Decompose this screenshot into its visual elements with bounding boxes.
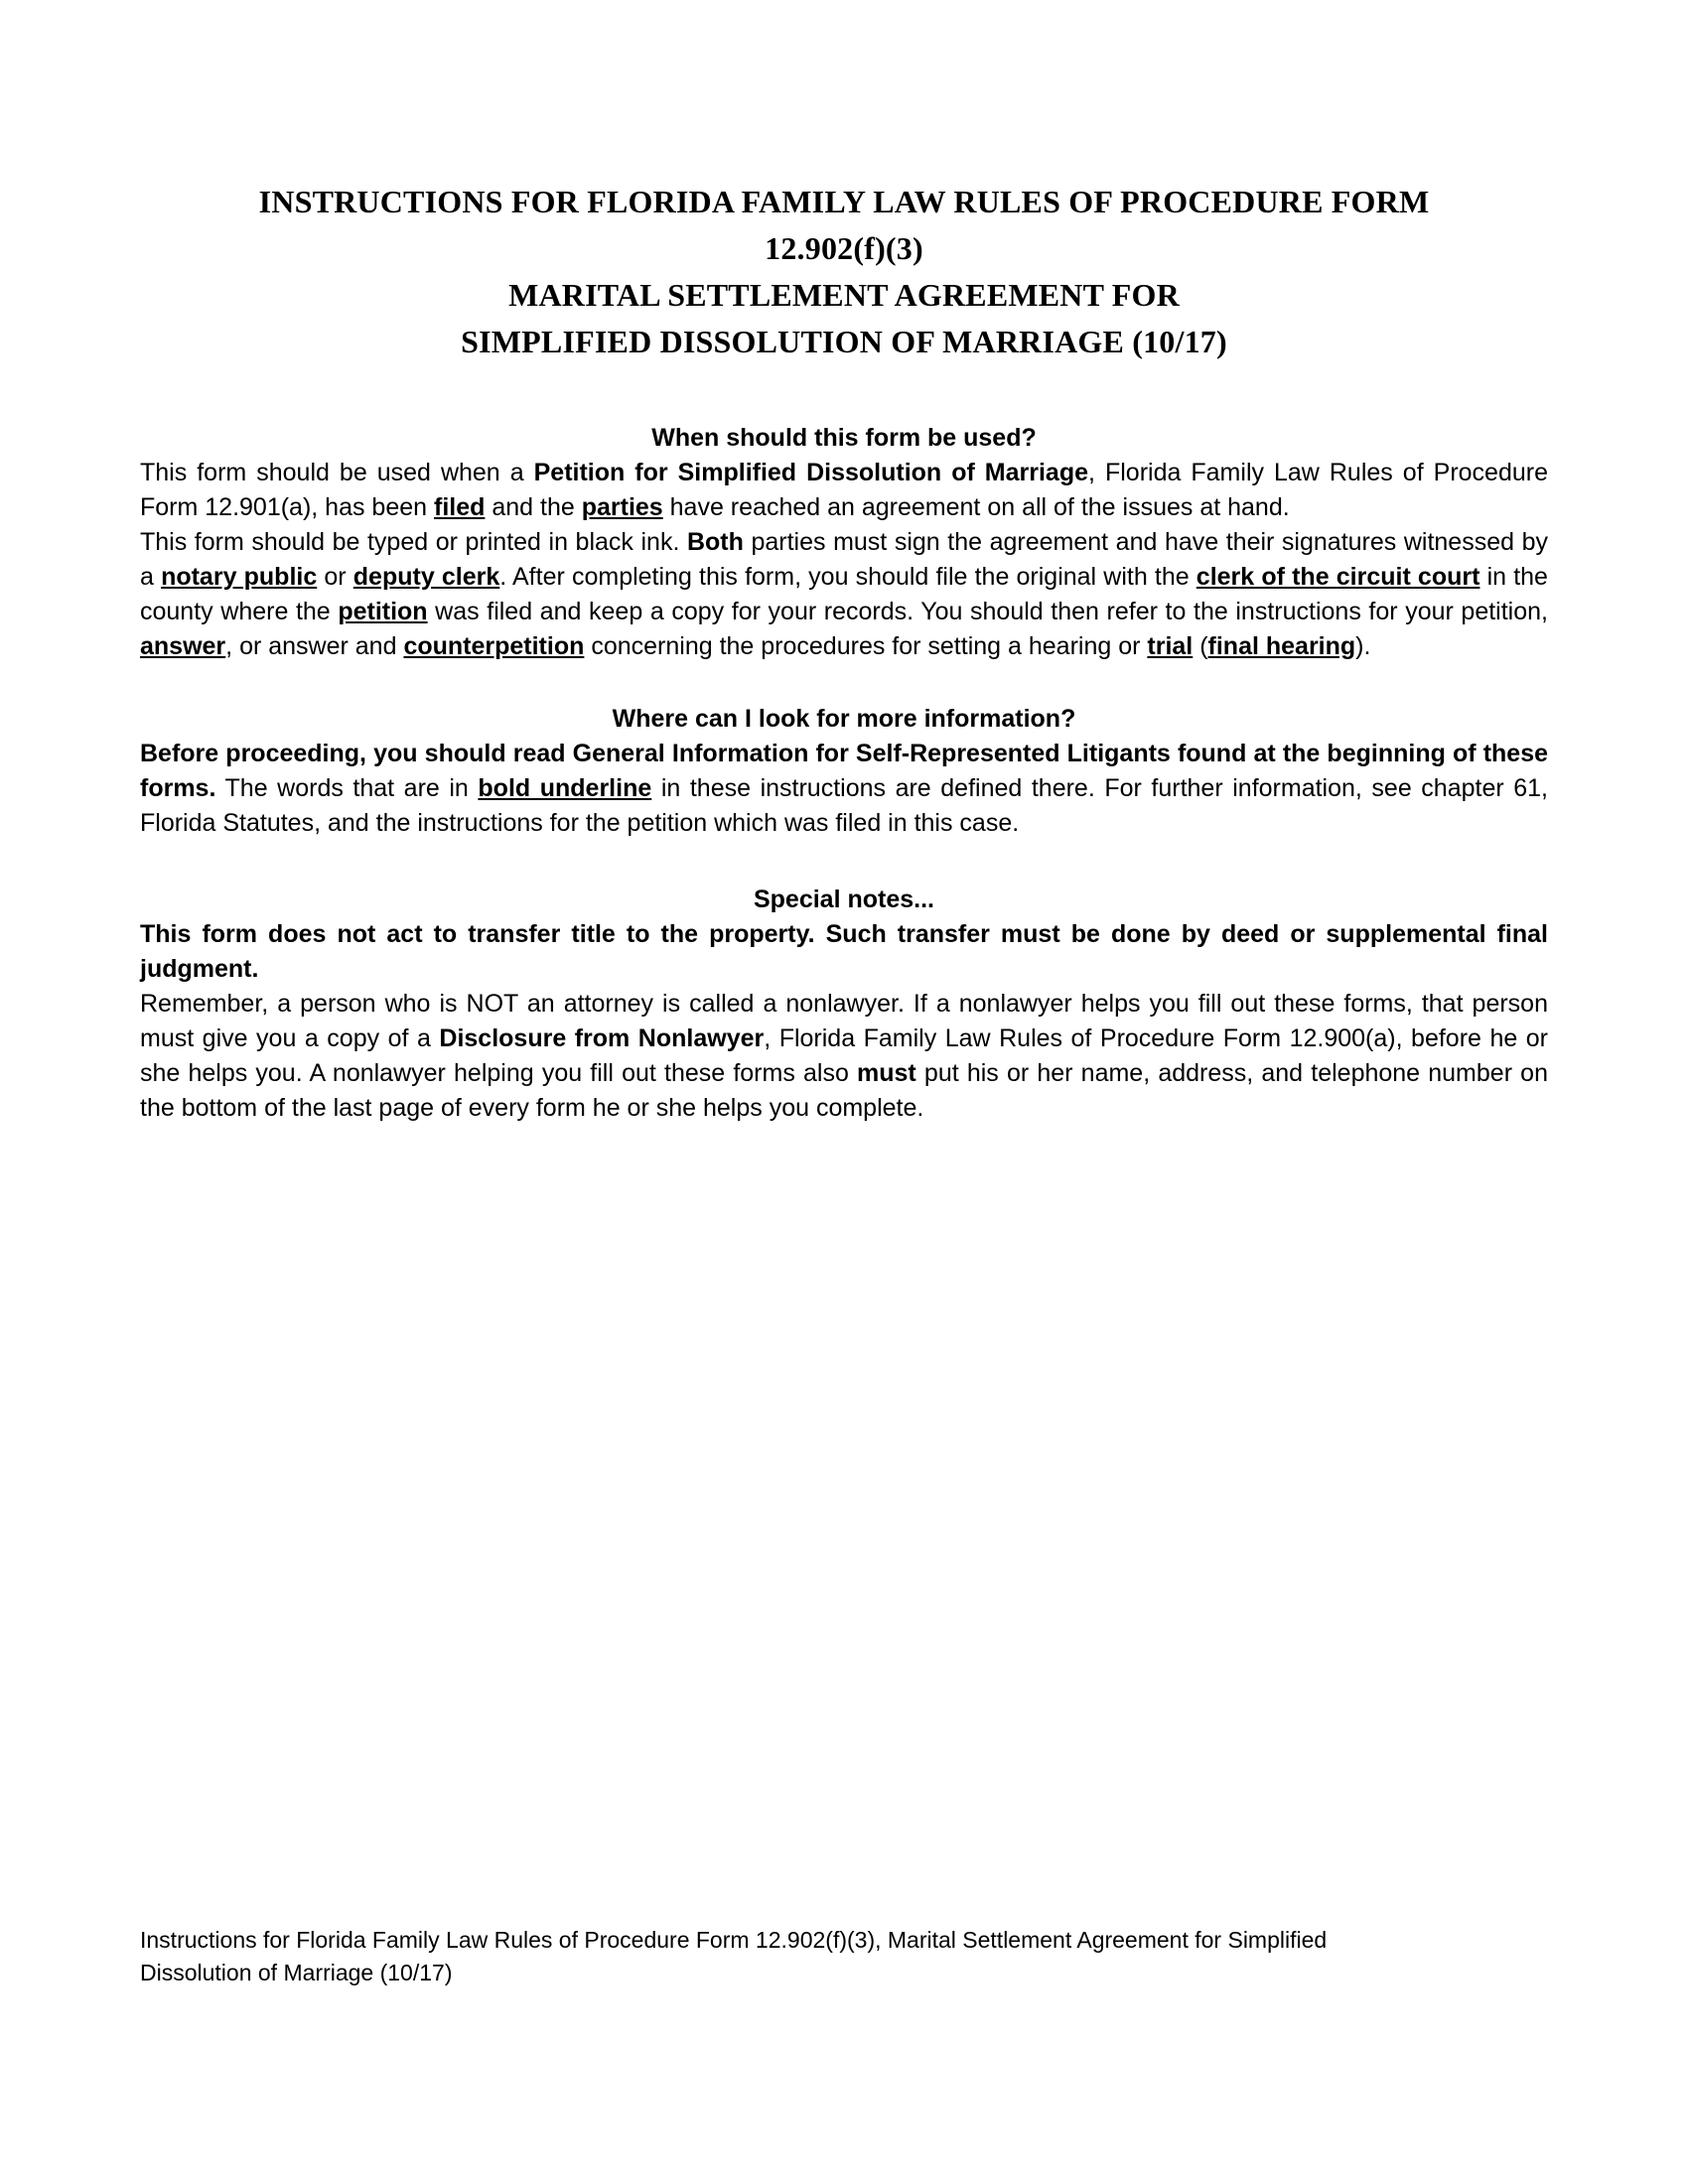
text-run: , Florida Family Law Rules of Procedure Form 12.901(a), has been bbox=[140, 459, 1548, 521]
text-run: was filed and keep a copy for your records. You should then refer to the instructions for your petition, bbox=[427, 598, 1548, 625]
paragraph-nonlawyer-disclosure bbox=[140, 987, 1548, 1126]
paragraph-more-info bbox=[140, 737, 1548, 841]
text-run: , or answer and bbox=[225, 632, 404, 660]
text-run: put his or her name, address, and telephone number on the bottom of the last page of every form he or she helps you complete. bbox=[140, 1059, 1548, 1122]
title-line-2: 12.902(f)(3) bbox=[765, 230, 923, 266]
text-run: Petition for Simplified Dissolution of Marriage bbox=[533, 459, 1089, 486]
text-run: clerk of the circuit court bbox=[1196, 563, 1480, 591]
paragraph-title-transfer bbox=[140, 917, 1548, 987]
section-heading-more-info: Where can I look for more information? bbox=[612, 705, 1076, 733]
text-run: notary public bbox=[161, 563, 318, 591]
text-run: Before proceeding, you should read General Information for Self-Represented Litigants found at the beginning of these forms. bbox=[140, 740, 1548, 802]
text-run: counterpetition bbox=[403, 632, 585, 660]
text-run: trial bbox=[1147, 632, 1194, 660]
document-title bbox=[140, 179, 1548, 365]
text-run: answer bbox=[140, 632, 226, 660]
title-line-4: SIMPLIFIED DISSOLUTION OF MARRIAGE (10/17) bbox=[461, 324, 1227, 359]
text-run: Disclosure from Nonlawyer bbox=[439, 1024, 765, 1052]
text-run: petition bbox=[338, 598, 428, 625]
title-line-3: MARITAL SETTLEMENT AGREEMENT FOR bbox=[508, 277, 1180, 313]
text-run: or bbox=[317, 563, 353, 591]
text-run: must bbox=[857, 1059, 916, 1087]
footer-form-reference: Instructions for Florida Family Law Rules of Procedure Form 12.902(f)(3), Marital Settlement Agreement for Simplified Dissolution of Marriage (10/17) bbox=[140, 1927, 1328, 1985]
text-run: filed bbox=[434, 493, 486, 521]
text-run: . After completing this form, you should file the original with the bbox=[499, 563, 1196, 591]
title-line-1: INSTRUCTIONS FOR FLORIDA FAMILY LAW RULES OF PROCEDURE FORM bbox=[258, 184, 1430, 219]
paragraph-when-used bbox=[140, 456, 1548, 525]
paragraph-signing-filing bbox=[140, 525, 1548, 664]
text-run: deputy clerk bbox=[352, 563, 500, 591]
text-run: parties must sign the agreement and have their signatures witnessed by a bbox=[140, 528, 1548, 591]
text-run: and the bbox=[485, 493, 582, 521]
text-run: in these instructions are defined there. For further information, see chapter 61, Florida Statutes, and the instructions for the petition which was filed in this case. bbox=[140, 774, 1548, 837]
document-content bbox=[0, 179, 1688, 1126]
text-run: concerning the procedures for setting a hearing or bbox=[584, 632, 1148, 660]
text-run: The words that are in bbox=[215, 774, 479, 802]
text-run: in the county where the bbox=[140, 563, 1548, 625]
text-run: This form should be typed or printed in black ink. bbox=[140, 528, 687, 556]
text-run: , Florida Family Law Rules of Procedure Form 12.900(a), before he or she helps you. A nonlawyer helping you fill out these forms also bbox=[140, 1024, 1548, 1087]
text-run: ( bbox=[1193, 632, 1208, 660]
text-run: have reached an agreement on all of the issues at hand. bbox=[662, 493, 1290, 521]
text-run: This form should be used when a bbox=[140, 459, 534, 486]
text-run: Both bbox=[686, 528, 744, 556]
section-heading-when-used: When should this form be used? bbox=[651, 424, 1037, 452]
text-run: bold underline bbox=[478, 774, 652, 802]
text-run: This form does not act to transfer title to the property. Such transfer must be done by deed or supplemental final judgment. bbox=[140, 920, 1548, 983]
text-run: parties bbox=[581, 493, 663, 521]
text-run: Remember, a person who is NOT an attorney is called a nonlawyer. If a nonlawyer helps you fill out these forms, that person must give you a copy of a bbox=[140, 990, 1548, 1052]
section-heading-special-notes: Special notes... bbox=[753, 886, 934, 913]
text-run: ). bbox=[1355, 632, 1371, 660]
text-run: final hearing bbox=[1207, 632, 1356, 660]
